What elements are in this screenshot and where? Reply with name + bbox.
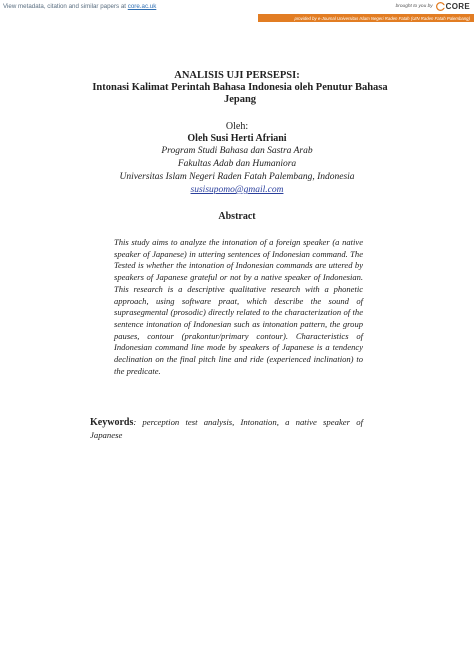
keywords-section (90, 416, 363, 442)
paper-title-line-1: ANALISIS UJI PERSEPSI: (174, 70, 300, 81)
core-banner (0, 0, 474, 14)
brought-by-text: brought to you by (395, 4, 433, 9)
core-logo-icon (436, 2, 445, 11)
core-provider-bar (258, 14, 474, 22)
author-email-link[interactable]: susisupomo@gmail.com (190, 185, 284, 195)
core-link[interactable]: core.ac.uk (127, 3, 157, 10)
by-label: Oleh: (225, 121, 249, 132)
affiliation-university: Universitas Islam Negeri Raden Fatah Palembang, Indonesia (119, 172, 355, 182)
core-provider-text: provided by e-Journal Universitas Islam Negeri Raden Fatah (UIN Raden Fatah Palembang) (294, 15, 470, 21)
abstract-heading: Abstract (218, 211, 256, 222)
affiliation-faculty: Fakultas Adab dan Humaniora (177, 159, 297, 169)
core-logo[interactable] (436, 2, 470, 11)
core-branding[interactable] (396, 2, 470, 11)
paper-title-line-2: Intonasi Kalimat Perintah Bahasa Indonesia oleh Penutur Bahasa Jepang (92, 82, 388, 105)
core-metadata-notice (3, 3, 156, 10)
affiliation-program: Program Studi Bahasa dan Sastra Arab (161, 146, 313, 156)
abstract-text: This study aims to analyze the intonation of a foreign speaker (a native speaker of Japanese) in uttering sentences of Indonesian command. The Tested is whether the intonation of Indonesian commands are uttered by speakers of Japanese grateful or not by a native speaker of Indonesian. This research is a descriptive qualitative research with a phonetic approach, using software praat, which describe the sound of suprasegmental (prosodic) directly related to the characterization of the sentence intonation of Indonesian such as intonation pattern, the group pauses, contour (prakontur/primary contour). Characteristics of Indonesian command line mode by speakers of Japanese is a tendency declination on the final pitch line and ride (experienced inclination) to the predicate. (114, 237, 363, 376)
author-name: Oleh Susi Herti Afriani (187, 133, 287, 144)
keywords-text: : perception test analysis, Intonation, a native speaker of Japanese (90, 417, 363, 440)
core-logo-text: CORE (445, 2, 470, 11)
core-metadata-text: View metadata, citation and similar papers at (3, 3, 127, 10)
keywords-label: Keywords (90, 417, 134, 428)
